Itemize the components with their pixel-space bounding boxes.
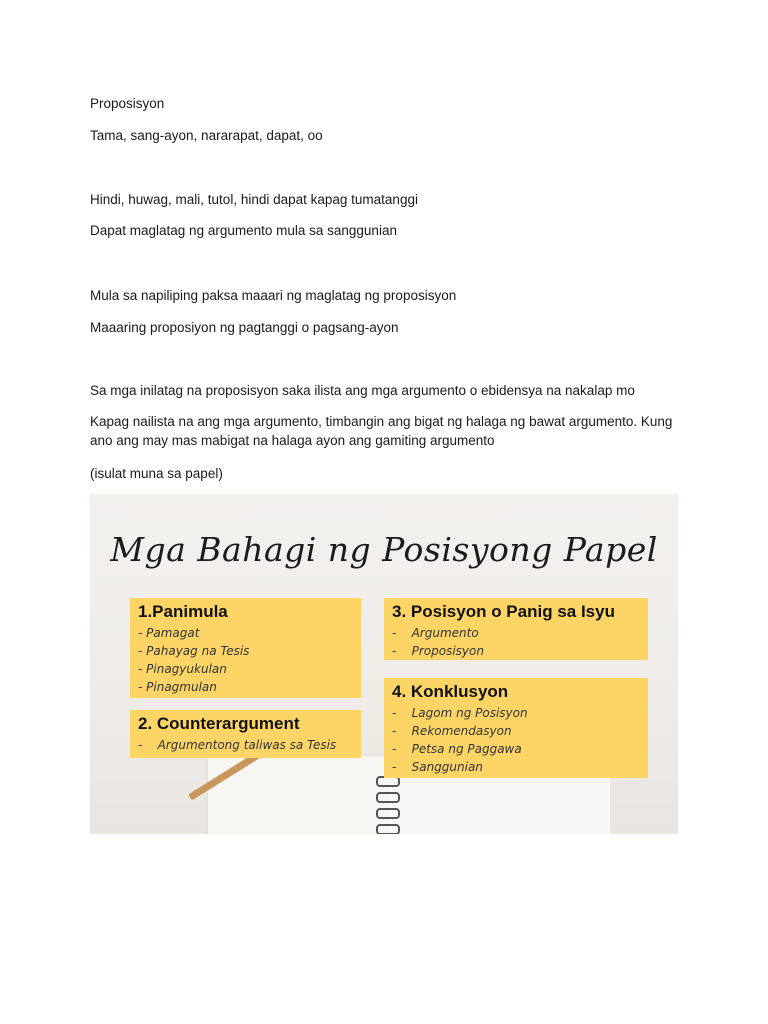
box-konklusyon (384, 678, 648, 778)
list-item: - Proposisyon (392, 642, 640, 660)
list-item: - Pahayag na Tesis (138, 642, 353, 660)
text-line-8: Kapag nailista na ang mga argumento, timbangin ang bigat ng halaga ng bawat argumento. Kung ano ang may mas mabigat na halaga ayon ang gamiting argumento (90, 414, 673, 448)
list-item: - Argumentong taliwas sa Tesis (138, 736, 353, 754)
list-item: - Pamagat (138, 624, 353, 642)
box-heading: 2. Counterargument (138, 714, 300, 733)
list-item: - Argumento (392, 624, 640, 642)
box-heading: 1.Panimula (138, 602, 228, 621)
text-line-5: Mula sa napiliping paksa maaari ng maglatag ng proposisyon (90, 288, 457, 303)
text-line-1: Proposisyon (90, 96, 165, 111)
posisyong-papel-figure (90, 494, 678, 834)
list-item: - Rekomendasyon (392, 722, 640, 740)
notebook-spiral (376, 776, 400, 834)
text-line-7: Sa mga inilatag na proposisyon saka ilista ang mga argumento o ebidensya na nakalap mo (90, 383, 635, 398)
box-counterargument (130, 710, 361, 758)
figure-title: Mga Bahagi ng Posisyong Papel (110, 530, 658, 569)
box-posisyon (384, 598, 648, 660)
box-panimula (130, 598, 361, 698)
text-line-4: Dapat maglatag ng argumento mula sa sanggunian (90, 223, 397, 238)
box-heading: 4. Konklusyon (392, 682, 509, 701)
list-item: - Pinagmulan (138, 678, 353, 696)
text-line-3: Hindi, huwag, mali, tutol, hindi dapat kapag tumatanggi (90, 192, 418, 207)
text-line-9: (isulat muna sa papel) (90, 466, 223, 481)
list-item: - Pinagyukulan (138, 660, 353, 678)
text-line-6: Maaaring proposiyon ng pagtanggi o pagsang-ayon (90, 320, 399, 335)
box-heading: 3. Posisyon o Panig sa Isyu (392, 602, 615, 621)
text-line-2: Tama, sang-ayon, nararapat, dapat, oo (90, 128, 323, 143)
list-item: - Sanggunian (392, 758, 640, 776)
list-item: - Petsa ng Paggawa (392, 740, 640, 758)
list-item: - Lagom ng Posisyon (392, 704, 640, 722)
